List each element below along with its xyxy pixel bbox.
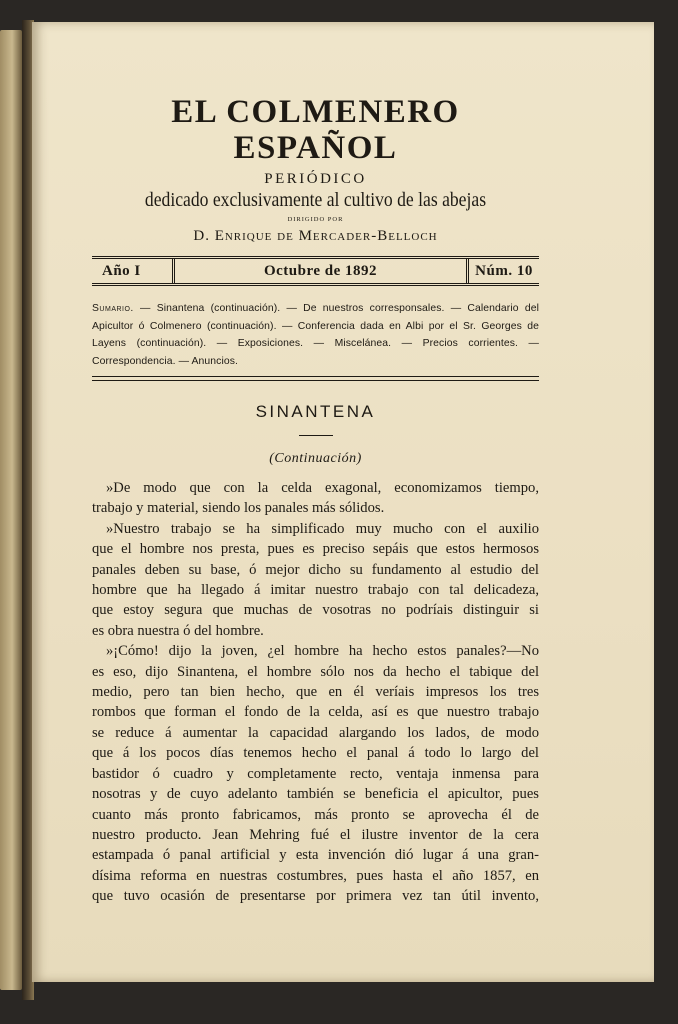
body-line: que á los pocos días tenemos hecho el panal á todo lo largo del xyxy=(92,745,539,762)
article-continuation: (Continuación) xyxy=(269,451,362,466)
page-content xyxy=(92,94,539,907)
body-line: rombos que forman el fondo de la celda, así es que nuestro trabajo xyxy=(92,704,539,721)
article-body xyxy=(92,478,539,907)
adjacent-page-edge xyxy=(0,30,22,990)
body-line: cuanto más pronto fabricamos, más pronto se aprovecha él de xyxy=(92,806,539,823)
body-line: es eso, dijo Sinantena, el hombre sólo nos da hecho el tabique del xyxy=(92,663,539,680)
body-line: nuestro producto. Jean Mehring fué el ilustre inventor de la cera xyxy=(92,826,539,843)
body-line: »De modo que con la celda exagonal, economizamos tiempo, xyxy=(106,480,539,496)
issue-year: Año I xyxy=(92,259,175,283)
journal-page xyxy=(32,22,654,982)
body-line: »Nuestro trabajo se ha simplificado muy mucho con el auxilio xyxy=(106,520,539,537)
masthead-title: EL COLMENERO ESPAÑOL xyxy=(171,94,460,166)
title-rule xyxy=(299,435,333,436)
summary-label: Sumario. xyxy=(92,303,134,314)
article-title: SINANTENA xyxy=(255,402,376,421)
body-line: »¡Cómo! dijo la joven, ¿el hombre ha hecho estos panales?—No xyxy=(106,643,539,660)
body-line: que estoy segura que muchas de vosotras no podríais distinguir si xyxy=(92,602,539,619)
summary-text: — Sinantena (continuación). — De nuestros corresponsales. — Calendario del Apicultor ó Colmenero (continuación). — Conferencia dada en Albi por el Sr. Georges de Layens (continuación). — Exposiciones. — Miscelánea. — Precios corrientes. — Correspondencia. — Anuncios. xyxy=(92,303,539,367)
director-name: D. Enrique de Mercader-Belloch xyxy=(193,228,438,244)
body-line: dísima reforma en nuestras costumbres, pues hasta el año 1857, en xyxy=(92,867,539,884)
body-line: estampada ó panal artificial y esta invención dió lugar á una gran- xyxy=(92,847,539,864)
body-line: que tuvo ocasión de presentarse por primera vez tan útil invento, xyxy=(92,888,539,905)
body-line: hombre que ha llegado á imitar nuestro trabajo con tal delicadeza, xyxy=(92,582,539,599)
summary-divider xyxy=(92,376,539,381)
body-line: trabajo y material, siendo los panales más sólidos. xyxy=(92,500,385,517)
masthead-subtitle: PERIÓDICO xyxy=(264,171,367,187)
body-line: que el hombre nos presta, pues es preciso sepáis que estos hermosos xyxy=(92,541,539,558)
issue-info-bar xyxy=(92,256,539,286)
masthead-tagline: dedicado exclusivamente al cultivo de las abejas xyxy=(144,189,487,211)
issue-number: Núm. 10 xyxy=(466,259,539,283)
body-line: es obra nuestra ó del hombre. xyxy=(92,622,264,639)
body-line: panales deben su base, ó mejor dicho su fundamento al estudio del xyxy=(92,561,539,578)
body-line: medio, pero tan bien hecho, que en él veríais impresos los tres xyxy=(92,684,539,701)
issue-date: Octubre de 1892 xyxy=(263,262,378,279)
body-line: bastidor ó cuadro y completamente recto, ventaja inmensa para xyxy=(92,765,539,782)
directed-by-label: DIRIGIDO POR xyxy=(287,216,344,223)
body-line: se reduce á aumentar la capacidad alargando los lados, de modo xyxy=(92,724,539,741)
summary xyxy=(92,300,539,370)
body-line: nosotras y de cuyo adelanto también se beneficia el apicultor, pues xyxy=(92,786,539,803)
